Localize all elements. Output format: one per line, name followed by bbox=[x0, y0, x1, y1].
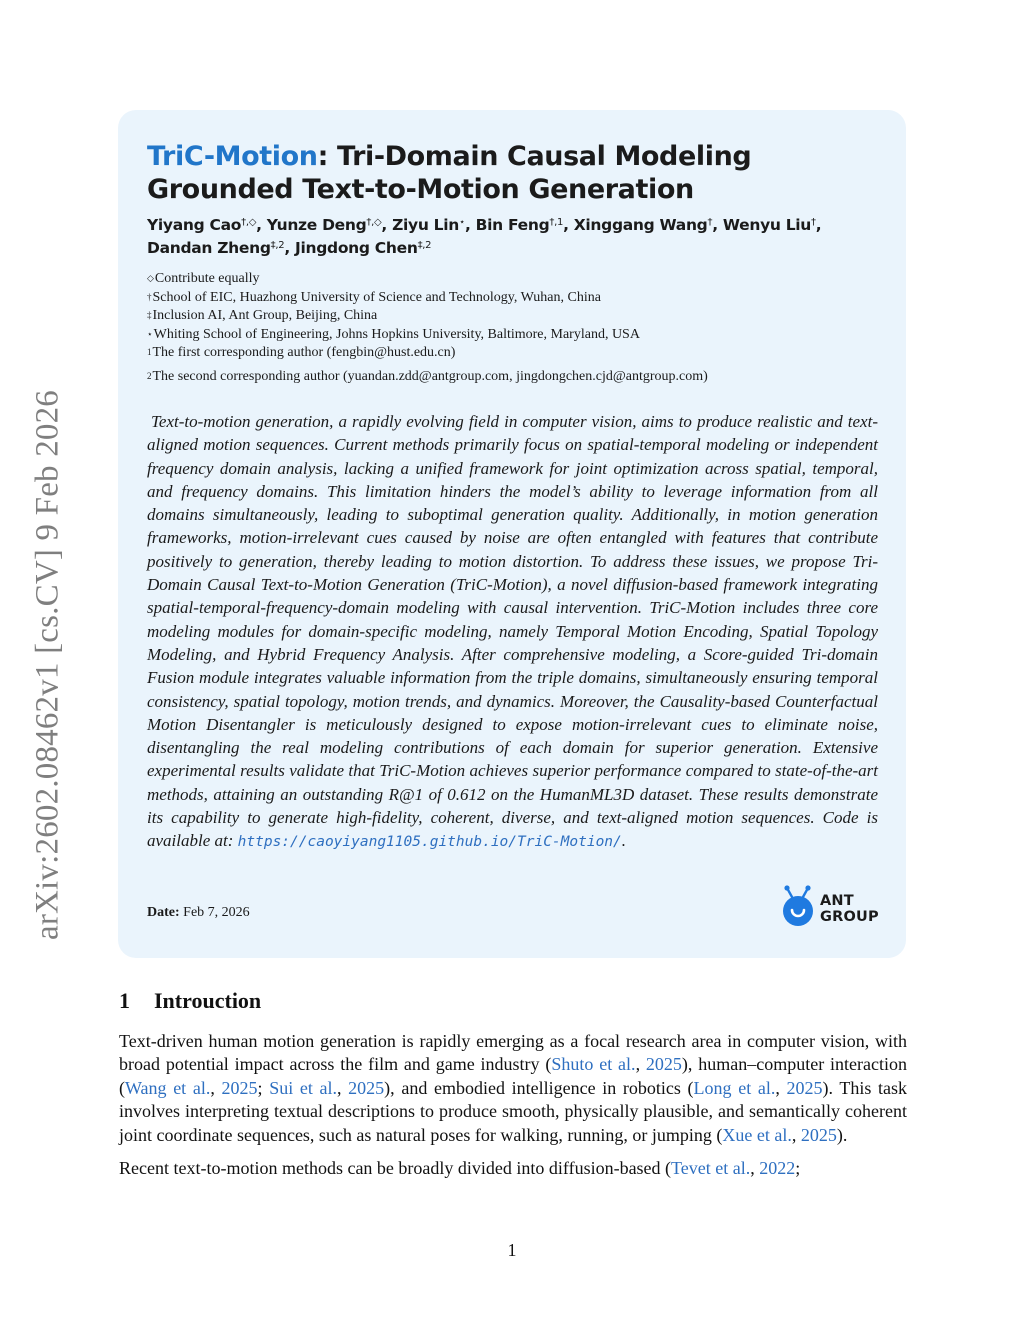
citation-link[interactable]: 2025 bbox=[348, 1077, 385, 1098]
affiliation-mark: 2 bbox=[147, 370, 152, 381]
affiliation-mark: † bbox=[147, 291, 152, 302]
paragraph-text: ), human–computer interaction ( bbox=[119, 1054, 907, 1098]
ant-group-logo bbox=[780, 884, 890, 930]
author bbox=[574, 216, 712, 234]
code-link[interactable]: https://caoyiyang1105.github.io/TriC-Motion/ bbox=[237, 834, 622, 851]
citation-link[interactable]: Wang et al. bbox=[125, 1077, 211, 1098]
author-affiliation-marks: †,◇ bbox=[241, 217, 257, 228]
author-affiliation-marks: † bbox=[707, 217, 713, 228]
paragraph-text: Text-driven human motion generation is rapidly emerging as a focal research area in computer vision, with broad potential impact across the film and game industry ( bbox=[119, 1031, 907, 1075]
logo-text-group: GROUP bbox=[820, 909, 879, 925]
author-name: Ziyu Lin bbox=[392, 216, 459, 234]
author bbox=[476, 216, 563, 234]
paragraph-text: ; bbox=[795, 1158, 801, 1179]
affiliation-mark: ⋆ bbox=[147, 328, 153, 339]
affiliation-text: The second corresponding author (yuandan.zdd@antgroup.com, jingdongchen.cjd@antgroup.com) bbox=[152, 368, 708, 384]
author-affiliation-marks: ‡,2 bbox=[270, 240, 285, 251]
citation-link[interactable]: Xue et al. bbox=[722, 1124, 792, 1145]
abstract-end: . bbox=[621, 831, 627, 851]
author-name: Yunze Deng bbox=[266, 216, 367, 234]
author-affiliation-marks: †,1 bbox=[549, 217, 564, 228]
citation-link[interactable]: Sui et al. bbox=[269, 1077, 337, 1098]
paragraph-text: , bbox=[750, 1158, 760, 1179]
paragraph-text: ). bbox=[836, 1124, 848, 1145]
date-label: Date: bbox=[147, 905, 180, 920]
abstract-text: Text-to-motion generation, a rapidly evolving field in computer vision, aims to produce realistic and text-aligned motion sequences. Current methods primarily focus on spatial-temporal modeling or independent frequency domain analysis, lacking a unified framework for joint optimization across spatial, temporal, and frequency domains. This limitation hinders the model’s ability to leverage information from all domains simultaneously, leading to suboptimal generation quality. Additionally, in motion generation frameworks, motion-irrelevant cues caused by noise are often entangled with features that contribute positively to generation, thereby leading to motion distortion. To address these issues, we propose Tri-Domain Causal Text-to-Motion Generation (TriC-Motion), a novel diffusion-based framework integrating spatial-temporal-frequency-domain modeling with causal intervention. TriC-Motion includes three core modeling modules for domain-specific modeling, namely Temporal Motion Encoding, Spatial Topology Modeling, and Hybrid Frequency Analysis. After comprehensive modeling, a Score-guided Tri-domain Fusion module integrates valuable information from the triple domains, simultaneously ensuring temporal consistency, spatial topology, motion trends, and dynamics. Moreover, the Causality-based Counterfactual Motion Disentangler is meticulously designed to expose motion-irrelevant cues to eliminate noise, disentangling the real modeling contributions of each domain for superior generation. Extensive experimental results validate that TriC-Motion achieves superior performance compared to state-of-the-art methods, attaining an outstanding R@1 of 0.612 on the HumanML3D dataset. These results demonstrate its capability to generate high-fidelity, coherent, diverse, and text-aligned motion sequences. Code is available at: bbox=[147, 412, 878, 851]
paper-title bbox=[147, 140, 751, 206]
author bbox=[147, 239, 284, 257]
section-number: 1 bbox=[119, 988, 130, 1013]
citation-link[interactable]: Long et al. bbox=[693, 1077, 776, 1098]
paragraph-text: , bbox=[775, 1077, 787, 1098]
citation-link[interactable]: 2025 bbox=[221, 1077, 258, 1098]
author-name: Dandan Zheng bbox=[147, 239, 271, 257]
affiliation-item bbox=[147, 326, 708, 345]
author bbox=[267, 216, 382, 234]
date-value: Feb 7, 2026 bbox=[183, 905, 250, 920]
author-name: Yiyang Cao bbox=[147, 216, 242, 234]
author bbox=[723, 216, 816, 234]
author-affiliation-marks: †,◇ bbox=[366, 217, 382, 228]
affiliation-item bbox=[147, 368, 708, 387]
body-text bbox=[119, 1030, 907, 1190]
author bbox=[147, 216, 256, 234]
title-line1: : Tri-Domain Causal Modeling bbox=[317, 141, 752, 172]
affiliation-item bbox=[147, 270, 708, 289]
affiliation-mark: ◇ bbox=[147, 273, 154, 283]
section-heading bbox=[119, 988, 261, 1014]
affiliation-item bbox=[147, 307, 708, 326]
author-name: Jingdong Chen bbox=[295, 239, 418, 257]
affiliation-item bbox=[147, 344, 708, 363]
citation-link[interactable]: Tevet et al. bbox=[671, 1158, 751, 1179]
affiliation-text: Whiting School of Engineering, Johns Hopkins University, Baltimore, Maryland, USA bbox=[153, 326, 640, 342]
abstract bbox=[147, 410, 878, 855]
author-name: Bin Feng bbox=[475, 216, 550, 234]
citation-link[interactable]: 2025 bbox=[800, 1124, 837, 1145]
affiliation-list bbox=[147, 270, 708, 386]
paragraph-text: ). This task involves interpreting textual descriptions to produce smooth, physically plausible, and semantically coherent joint coordinate sequences, such as natural poses for walking, running, or jumping ( bbox=[119, 1077, 908, 1145]
affiliation-text: School of EIC, Huazhong University of Science and Technology, Wuhan, China bbox=[152, 289, 601, 305]
paragraph-text: , bbox=[337, 1077, 349, 1098]
author-name: Wenyu Liu bbox=[722, 216, 812, 234]
citation-link[interactable]: Shuto et al. bbox=[551, 1054, 636, 1075]
body-paragraph bbox=[119, 1030, 907, 1147]
citation-link[interactable]: 2022 bbox=[759, 1158, 796, 1179]
page-number: 1 bbox=[507, 1240, 517, 1260]
affiliation-mark: 1 bbox=[147, 347, 152, 357]
section-title: Introuction bbox=[154, 988, 262, 1013]
author-name: Xinggang Wang bbox=[573, 216, 708, 234]
body-paragraph bbox=[119, 1157, 907, 1180]
affiliation-mark: ‡ bbox=[147, 310, 152, 320]
paragraph-text: , bbox=[210, 1077, 222, 1098]
author bbox=[295, 239, 431, 257]
date-line bbox=[147, 905, 250, 921]
citation-link[interactable]: 2025 bbox=[786, 1077, 823, 1098]
citation-link[interactable]: 2025 bbox=[645, 1054, 682, 1075]
paragraph-text: , bbox=[791, 1124, 801, 1145]
paragraph-text: , bbox=[635, 1054, 646, 1075]
affiliation-text: The first corresponding author (fengbin@hust.edu.cn) bbox=[152, 345, 456, 360]
title-line2: Grounded Text-to-Motion Generation bbox=[147, 174, 694, 205]
paragraph-text: Recent text-to-motion methods can be broadly divided into diffusion-based ( bbox=[119, 1158, 672, 1179]
paragraph-text: ), and embodied intelligence in robotics ( bbox=[384, 1077, 694, 1098]
logo-text-ant: ANT bbox=[820, 893, 854, 909]
paragraph-text: ; bbox=[257, 1077, 270, 1098]
author-list: Yiyang Cao†,◇, Yunze Deng†,◇, Ziyu Lin⋆, Bin Feng$^{\dagger,1}$, Xinggang Wang†, Wenyu Liu†, Dandan Zheng$^{\ddagger,2}$, Jingdong Chen$^{\ddagger,2}$ bbox=[147, 216, 822, 257]
affiliation-text: Inclusion AI, Ant Group, Beijing, China bbox=[152, 308, 378, 323]
title-accent: TriC-Motion bbox=[147, 141, 318, 172]
author-affiliation-marks: ⋆ bbox=[459, 217, 465, 228]
affiliation-item bbox=[147, 289, 708, 308]
author-affiliation-marks: † bbox=[811, 217, 816, 228]
author bbox=[392, 216, 465, 234]
ant-logo-icon bbox=[780, 884, 816, 928]
affiliation-text: Contribute equally bbox=[154, 271, 260, 286]
arxiv-stamp-text: arXiv:2602.08462v1 [cs.CV] 9 Feb 2026 bbox=[29, 389, 66, 941]
author-affiliation-marks: ‡,2 bbox=[417, 240, 432, 251]
arxiv-stamp bbox=[29, 384, 66, 946]
